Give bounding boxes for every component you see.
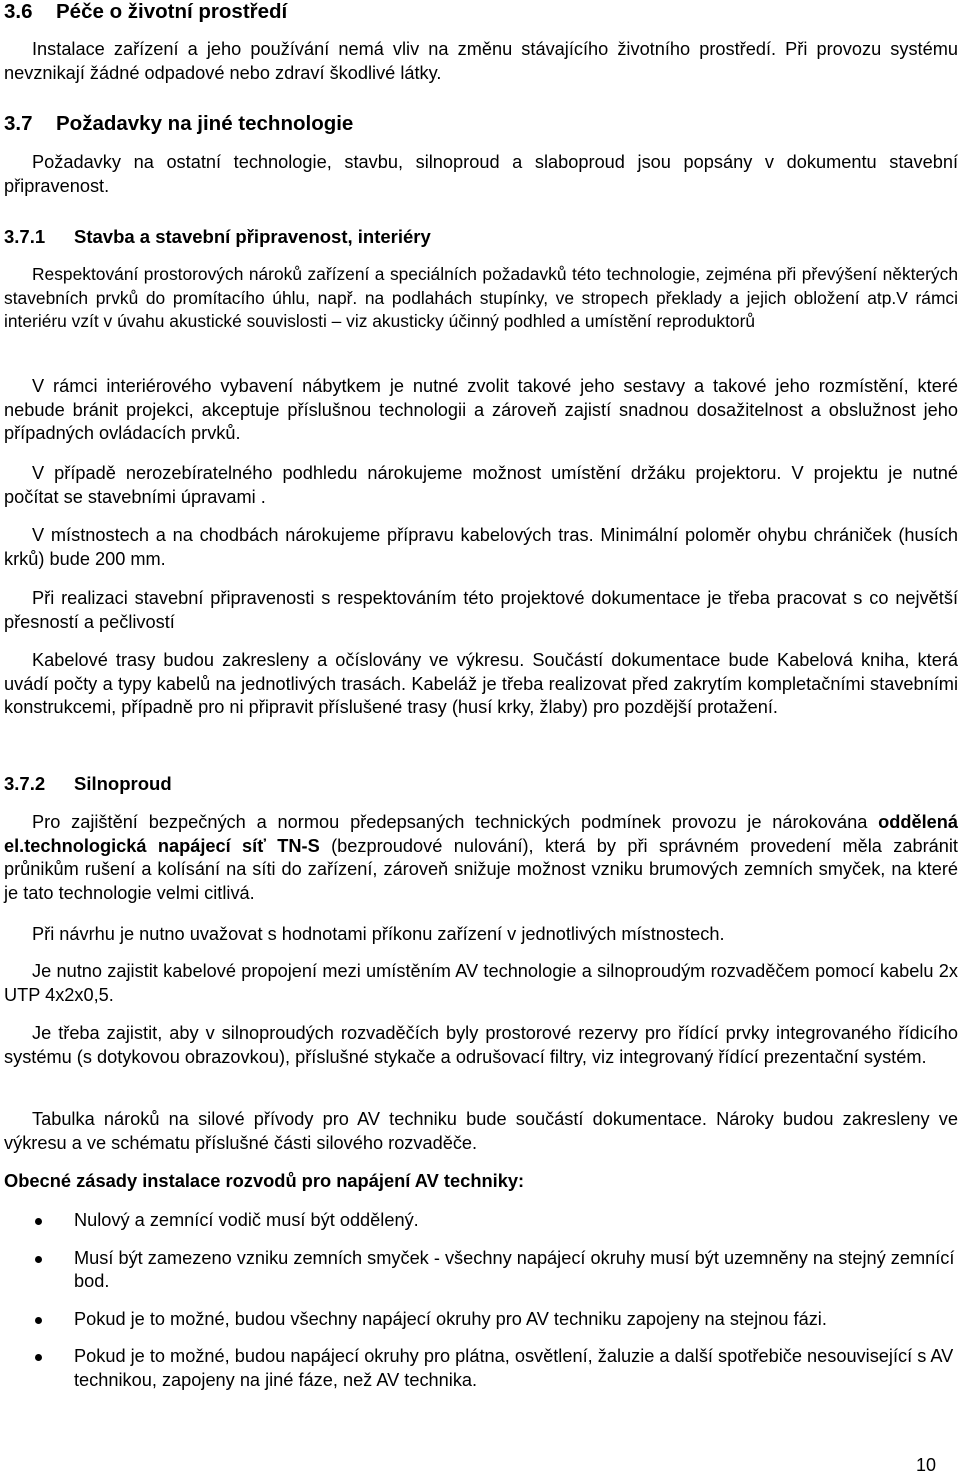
list-item-text: Nulový a zemnící vodič musí být oddělený. bbox=[74, 1210, 419, 1230]
bold-text-run: oddělená el.technologická napájecí síť TN-S bbox=[4, 812, 958, 856]
paragraph-precision: Při realizaci stavební připravenosti s respektováním této projektové dokumentace je třeba pracovat s co největší přesností a pečlivostí bbox=[4, 588, 958, 632]
principles-heading: Obecné zásady instalace rozvodů pro napájení AV techniky: bbox=[4, 1170, 525, 1191]
paragraph-power-table: Tabulka nároků na silové přívody pro AV techniku bude součástí dokumentace. Nároky budou zakresleny ve výkresu a ve schématu příslušné části silového rozvaděče. bbox=[4, 1109, 958, 1153]
section-3-7-paragraph: Požadavky na ostatní technologie, stavbu, silnoproud a slaboproud jsou popsány v dokumentu stavební připravenost. bbox=[4, 152, 958, 196]
bullet-icon bbox=[35, 1317, 42, 1324]
list-item-text: Pokud je to možné, budou napájecí okruhy pro plátna, osvětlení, žaluzie a další spotřebiče nesouvisející s AV technikou, zapojeny na jiné fáze, než AV technika. bbox=[74, 1346, 954, 1390]
section-title: Péče o životní prostředí bbox=[56, 0, 288, 23]
paragraph-spatial-requirements: Respektování prostorových nároků zařízení a speciálních požadavků této technologie, zejména při převýšení některých stavebních prvků do promítacího úhlu, např. na podlahách stupínky, ve stropech překlady a jejich obložení atp.V rámci interiéru vzít v úvahu akustické souvislosti – viz akusticky účinný podhled a umístění reproduktorů bbox=[4, 264, 958, 331]
paragraph-power-network bbox=[4, 811, 958, 905]
paragraph-cable-book: Kabelové trasy budou zakresleny a očíslovány ve výkresu. Součástí dokumentace bude Kabelová kniha, která uvádí počty a typy kabelů na jednotlivých trasách. Kabeláž je třeba realizovat před zakrytím kompletačními stavebními konstrukcemi, případně pro ni připravit příslušené trasy (husí krky, žlaby) pro pozdější protažení. bbox=[4, 650, 958, 717]
section-title: Silnoproud bbox=[74, 773, 172, 794]
section-number: 3.7 bbox=[4, 112, 33, 135]
section-3-7-2-heading bbox=[4, 773, 958, 795]
bullet-icon bbox=[35, 1354, 42, 1361]
paragraph-cable-connection: Je nutno zajistit kabelové propojení mezi umístěním AV technologie a silnoproudým rozvaděčem pomocí kabelu 2x UTP 4x2x0,5. bbox=[4, 961, 958, 1005]
bullet-icon bbox=[35, 1256, 42, 1263]
section-title: Požadavky na jiné technologie bbox=[56, 112, 354, 135]
principles-list bbox=[4, 1209, 958, 1392]
text-run: Pro zajištění bezpečných a normou předepsaných technických podmínek provozu je nárokována bbox=[32, 812, 879, 832]
list-item bbox=[4, 1247, 958, 1294]
paragraph-switchboard-reserves: Je třeba zajistit, aby v silnoproudých rozvaděčích byly prostorové rezervy pro řídící prvky integrovaného řídicího systému (s dotykovou obrazovkou), příslušné stykače a odrušovací filtry, viz integrovaný řídící prezentační systém. bbox=[4, 1023, 958, 1067]
section-title: Stavba a stavební připravenost, interiéry bbox=[74, 226, 431, 247]
section-number: 3.6 bbox=[4, 0, 33, 23]
page-number: 10 bbox=[915, 1455, 936, 1475]
paragraph-furniture: V rámci interiérového vybavení nábytkem je nutné zvolit takové jeho sestavy a takové jeho rozmístění, které nebude bránit projekci, akceptuje příslušnou technologii a zároveň zajistí snadnou dosažitelnost a obslužnost jeho případných ovládacích prvků. bbox=[4, 376, 958, 443]
paragraph-power-consumption: Při návrhu je nutno uvažovat s hodnotami příkonu zařízení v jednotlivých místnostech. bbox=[32, 924, 725, 944]
bullet-icon bbox=[35, 1218, 42, 1225]
list-item-text: Pokud je to možné, budou všechny napájecí okruhy pro AV techniku zapojeny na stejnou fázi. bbox=[74, 1308, 827, 1329]
paragraph-cable-routes: V místnostech a na chodbách nárokujeme přípravu kabelových tras. Minimální poloměr ohybu chrániček (husích krků) bude 200 mm. bbox=[4, 525, 958, 569]
section-3-6-heading bbox=[4, 0, 958, 24]
section-number: 3.7.1 bbox=[4, 226, 46, 247]
section-number: 3.7.2 bbox=[4, 773, 46, 794]
list-item bbox=[4, 1209, 958, 1233]
paragraph-projector-mount: V případě nerozebíratelného podhledu nárokujeme možnost umístění držáku projektoru. V projektu je nutné počítat se stavebními úpravami . bbox=[4, 463, 958, 507]
list-item bbox=[4, 1308, 958, 1332]
text-run: (bezproudové nulování), která by při správném provedení měla zabránit průnikům rušení a kolísání na síti do zařízení, zároveň snižuje možnost vzniku brumových zemních smyček, na které je tato technologie velmi citlivá. bbox=[4, 835, 958, 903]
list-item bbox=[4, 1345, 958, 1392]
section-3-7-1-heading bbox=[4, 226, 958, 248]
section-3-6-paragraph: Instalace zařízení a jeho používání nemá vliv na změnu stávajícího životního prostředí. Při provozu systému nevznikají žádné odpadové nebo zdraví škodlivé látky. bbox=[4, 39, 958, 83]
section-3-7-heading bbox=[4, 112, 958, 136]
list-item-text: Musí být zamezeno vzniku zemních smyček - všechny napájecí okruhy musí být uzemněny na stejný zemnící bod. bbox=[74, 1247, 955, 1291]
